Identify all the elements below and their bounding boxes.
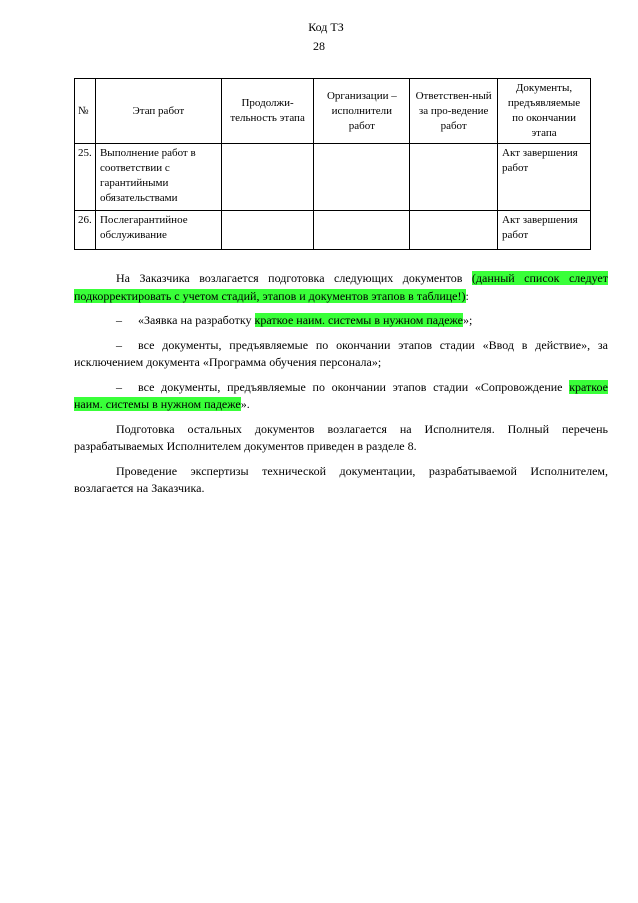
header-documents: Документы, предъявляемые по окончании этапа: [498, 79, 591, 144]
paragraph-contractor-documents: Подготовка остальных документов возлагается на Исполнителя. Полный перечень разрабатываемых Исполнителем документов приведен в разделе 8.: [74, 421, 608, 453]
list-item-end: ».: [240, 397, 250, 411]
highlighted-note: (данный список следует подкорректировать с учетом стадий, этапов и документов этапов в таблице!): [74, 271, 608, 303]
dash-bullet: –: [116, 313, 122, 327]
paragraph-customer-documents: [74, 270, 608, 305]
page-header: [0, 20, 638, 53]
list-item: [74, 337, 608, 372]
dash-bullet: –: [116, 379, 122, 394]
row-organizations: [314, 211, 410, 250]
document-code: Код ТЗ: [308, 20, 344, 34]
list-item-end: »;: [463, 313, 473, 327]
paragraph-expertise: Проведение экспертизы технической документации, разрабатываемой Исполнителем, возлагается на Заказчика.: [74, 463, 608, 495]
body-text: [74, 270, 608, 505]
row-stage: Послегарантийное обслуживание: [95, 211, 221, 250]
paragraph-end: :: [465, 288, 469, 303]
highlighted-placeholder: краткое наим. системы в нужном падеже: [254, 313, 463, 327]
row-duration: [221, 211, 314, 250]
table-row: [75, 211, 591, 250]
paragraph-text: На Заказчика возлагается подготовка следующих документов: [116, 271, 472, 285]
row-responsible: [410, 211, 498, 250]
header-responsible: Ответствен-ный за про-ведение работ: [410, 79, 498, 144]
header-duration: Продолжи-тельность этапа: [221, 79, 314, 144]
row-number: 25.: [75, 144, 96, 211]
row-stage: Выполнение работ в соответствии с гарантийными обязательствами: [95, 144, 221, 211]
list-item-text: «Заявка на разработку: [138, 313, 255, 327]
header-number: №: [75, 79, 96, 144]
row-organizations: [314, 144, 410, 211]
header-stage: Этап работ: [95, 79, 221, 144]
table-header-row: [75, 79, 591, 144]
work-stages-table: [74, 78, 591, 250]
row-number: 26.: [75, 211, 96, 250]
table-row: [75, 144, 591, 211]
list-item-text: все документы, предъявляемые по окончании этапов стадии «Сопровождение: [138, 379, 570, 394]
highlighted-placeholder: краткое наим. системы в нужном падеже: [74, 379, 608, 411]
dash-bullet: –: [116, 337, 122, 352]
row-duration: [221, 144, 314, 211]
page-number: 28: [313, 39, 325, 53]
row-documents: Акт завершения работ: [498, 144, 591, 211]
row-documents: Акт завершения работ: [498, 211, 591, 250]
header-organizations: Организации – исполнители работ: [314, 79, 410, 144]
list-item: [74, 312, 608, 330]
list-item: [74, 379, 608, 414]
row-responsible: [410, 144, 498, 211]
list-item-text: все документы, предъявляемые по окончании этапов стадии «Ввод в действие», за исключением документа «Программа обучения персонала»;: [74, 337, 608, 369]
